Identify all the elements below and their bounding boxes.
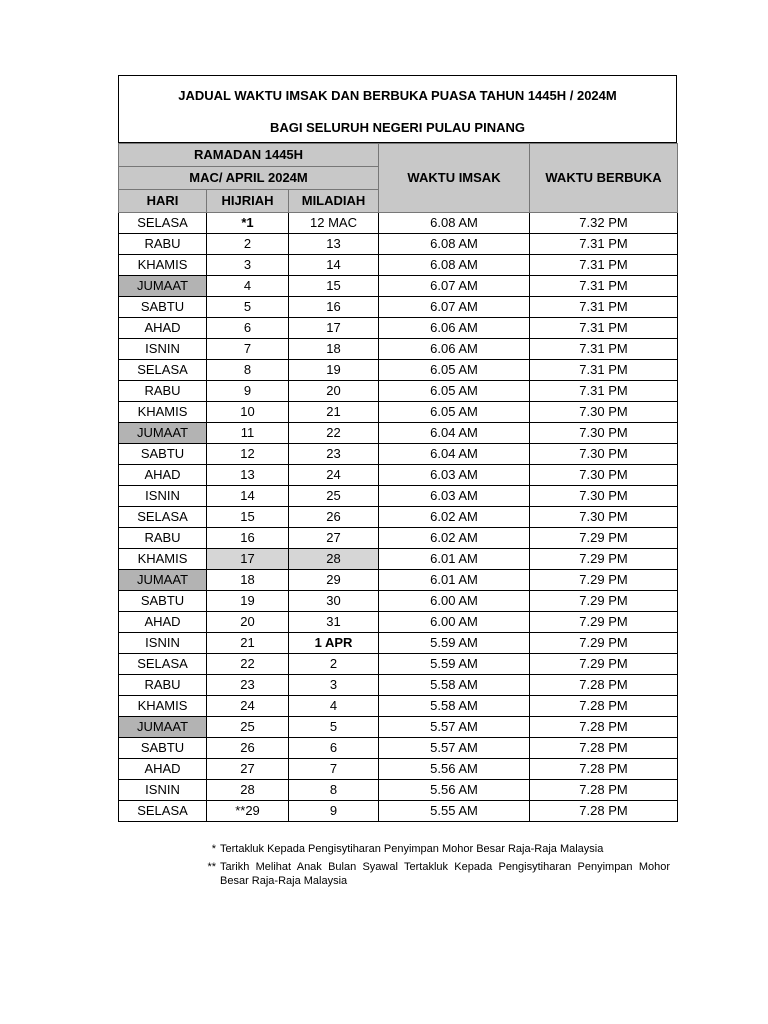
- table-row: [119, 402, 678, 423]
- cell-berbuka: 7.31 PM: [530, 234, 678, 255]
- title-main: JADUAL WAKTU IMSAK DAN BERBUKA PUASA TAHUN 1445H / 2024M: [178, 88, 617, 103]
- cell-hari: AHAD: [119, 318, 207, 339]
- cell-miladiah: 28: [289, 549, 379, 570]
- header-miladiah: MILADIAH: [289, 190, 379, 213]
- cell-hijriah: 3: [207, 255, 289, 276]
- cell-berbuka: 7.29 PM: [530, 633, 678, 654]
- cell-imsak: 5.57 AM: [379, 738, 530, 759]
- cell-berbuka: 7.29 PM: [530, 591, 678, 612]
- cell-hijriah: 19: [207, 591, 289, 612]
- cell-berbuka: 7.30 PM: [530, 402, 678, 423]
- cell-hari: ISNIN: [119, 633, 207, 654]
- cell-hari: SABTU: [119, 444, 207, 465]
- table-row: [119, 759, 678, 780]
- cell-imsak: 6.02 AM: [379, 507, 530, 528]
- cell-hari: SELASA: [119, 654, 207, 675]
- cell-berbuka: 7.28 PM: [530, 780, 678, 801]
- cell-hari: SABTU: [119, 738, 207, 759]
- footnote-1: [200, 842, 670, 856]
- cell-hijriah: 16: [207, 528, 289, 549]
- cell-berbuka: 7.31 PM: [530, 255, 678, 276]
- cell-hijriah: 21: [207, 633, 289, 654]
- cell-berbuka: 7.28 PM: [530, 801, 678, 822]
- cell-imsak: 5.58 AM: [379, 696, 530, 717]
- cell-hari: ISNIN: [119, 339, 207, 360]
- cell-hijriah: 14: [207, 486, 289, 507]
- cell-hijriah: 7: [207, 339, 289, 360]
- cell-hijriah: 27: [207, 759, 289, 780]
- cell-imsak: 6.07 AM: [379, 276, 530, 297]
- table-row: [119, 696, 678, 717]
- cell-miladiah: 3: [289, 675, 379, 696]
- cell-hari: KHAMIS: [119, 549, 207, 570]
- cell-miladiah: 8: [289, 780, 379, 801]
- cell-imsak: 6.08 AM: [379, 234, 530, 255]
- header-month: MAC/ APRIL 2024M: [119, 167, 379, 190]
- cell-berbuka: 7.28 PM: [530, 759, 678, 780]
- cell-imsak: 6.07 AM: [379, 297, 530, 318]
- table-row: [119, 717, 678, 738]
- cell-imsak: 5.55 AM: [379, 801, 530, 822]
- cell-hari: SELASA: [119, 360, 207, 381]
- cell-hijriah: 15: [207, 507, 289, 528]
- cell-miladiah: 2: [289, 654, 379, 675]
- table-row: [119, 213, 678, 234]
- cell-berbuka: 7.29 PM: [530, 528, 678, 549]
- table-row: [119, 423, 678, 444]
- cell-hari: AHAD: [119, 759, 207, 780]
- cell-hijriah: 5: [207, 297, 289, 318]
- cell-berbuka: 7.28 PM: [530, 717, 678, 738]
- cell-miladiah: 26: [289, 507, 379, 528]
- cell-imsak: 6.08 AM: [379, 213, 530, 234]
- cell-berbuka: 7.30 PM: [530, 465, 678, 486]
- cell-miladiah: 22: [289, 423, 379, 444]
- cell-imsak: 6.01 AM: [379, 549, 530, 570]
- cell-miladiah: 4: [289, 696, 379, 717]
- cell-berbuka: 7.31 PM: [530, 297, 678, 318]
- table-row: [119, 465, 678, 486]
- cell-hari: ISNIN: [119, 486, 207, 507]
- cell-imsak: 6.03 AM: [379, 486, 530, 507]
- footnote-marker: *: [211, 843, 216, 855]
- cell-imsak: 6.03 AM: [379, 465, 530, 486]
- cell-imsak: 6.04 AM: [379, 423, 530, 444]
- cell-berbuka: 7.31 PM: [530, 318, 678, 339]
- cell-hari: KHAMIS: [119, 402, 207, 423]
- table-row: [119, 738, 678, 759]
- cell-hijriah: 9: [207, 381, 289, 402]
- table-row: [119, 612, 678, 633]
- table-row: [119, 591, 678, 612]
- cell-imsak: 6.08 AM: [379, 255, 530, 276]
- footnote-marker: **: [207, 861, 216, 873]
- cell-imsak: 5.57 AM: [379, 717, 530, 738]
- cell-miladiah: 5: [289, 717, 379, 738]
- cell-hijriah: *1: [207, 213, 289, 234]
- cell-imsak: 6.05 AM: [379, 402, 530, 423]
- cell-miladiah: 14: [289, 255, 379, 276]
- cell-miladiah: 24: [289, 465, 379, 486]
- cell-imsak: 5.59 AM: [379, 633, 530, 654]
- cell-hijriah: 25: [207, 717, 289, 738]
- cell-berbuka: 7.28 PM: [530, 675, 678, 696]
- cell-imsak: 6.00 AM: [379, 612, 530, 633]
- cell-hijriah: 17: [207, 549, 289, 570]
- cell-imsak: 5.58 AM: [379, 675, 530, 696]
- table-row: [119, 360, 678, 381]
- cell-berbuka: 7.31 PM: [530, 339, 678, 360]
- cell-hari: AHAD: [119, 612, 207, 633]
- cell-miladiah: 1 APR: [289, 633, 379, 654]
- cell-hijriah: 12: [207, 444, 289, 465]
- cell-berbuka: 7.29 PM: [530, 570, 678, 591]
- cell-hari: JUMAAT: [119, 570, 207, 591]
- title-subtitle: BAGI SELURUH NEGERI PULAU PINANG: [270, 120, 525, 135]
- cell-berbuka: 7.29 PM: [530, 612, 678, 633]
- cell-imsak: 6.00 AM: [379, 591, 530, 612]
- cell-hari: JUMAAT: [119, 423, 207, 444]
- cell-berbuka: 7.32 PM: [530, 213, 678, 234]
- header-waktu-imsak: WAKTU IMSAK: [379, 144, 530, 213]
- table-row: [119, 318, 678, 339]
- cell-imsak: 6.05 AM: [379, 360, 530, 381]
- table-row: [119, 486, 678, 507]
- cell-hijriah: 22: [207, 654, 289, 675]
- cell-berbuka: 7.30 PM: [530, 444, 678, 465]
- header-waktu-berbuka: WAKTU BERBUKA: [530, 144, 678, 213]
- table-row: [119, 801, 678, 822]
- cell-hijriah: 8: [207, 360, 289, 381]
- header-ramadan: RAMADAN 1445H: [119, 144, 379, 167]
- cell-hijriah: 24: [207, 696, 289, 717]
- cell-hijriah: 26: [207, 738, 289, 759]
- footnote-2: [200, 860, 670, 888]
- cell-hari: SELASA: [119, 213, 207, 234]
- cell-hijriah: 13: [207, 465, 289, 486]
- cell-hari: JUMAAT: [119, 717, 207, 738]
- cell-imsak: 6.06 AM: [379, 318, 530, 339]
- cell-berbuka: 7.28 PM: [530, 696, 678, 717]
- cell-miladiah: 19: [289, 360, 379, 381]
- cell-miladiah: 30: [289, 591, 379, 612]
- table-row: [119, 339, 678, 360]
- schedule-body: [119, 213, 678, 822]
- table-row: [119, 675, 678, 696]
- cell-miladiah: 6: [289, 738, 379, 759]
- cell-berbuka: 7.31 PM: [530, 360, 678, 381]
- cell-berbuka: 7.30 PM: [530, 486, 678, 507]
- cell-miladiah: 13: [289, 234, 379, 255]
- cell-miladiah: 31: [289, 612, 379, 633]
- footnote-text: Tertakluk Kepada Pengisytiharan Penyimpan Mohor Besar Raja-Raja Malaysia: [220, 843, 604, 855]
- cell-hari: RABU: [119, 381, 207, 402]
- table-row: [119, 549, 678, 570]
- cell-hijriah: **29: [207, 801, 289, 822]
- cell-imsak: 5.56 AM: [379, 780, 530, 801]
- cell-imsak: 6.05 AM: [379, 381, 530, 402]
- table-row: [119, 234, 678, 255]
- cell-miladiah: 7: [289, 759, 379, 780]
- cell-berbuka: 7.28 PM: [530, 738, 678, 759]
- cell-hijriah: 4: [207, 276, 289, 297]
- cell-hari: AHAD: [119, 465, 207, 486]
- cell-berbuka: 7.30 PM: [530, 423, 678, 444]
- cell-hijriah: 18: [207, 570, 289, 591]
- cell-miladiah: 12 MAC: [289, 213, 379, 234]
- cell-berbuka: 7.29 PM: [530, 654, 678, 675]
- cell-imsak: 6.02 AM: [379, 528, 530, 549]
- cell-hijriah: 23: [207, 675, 289, 696]
- cell-hijriah: 6: [207, 318, 289, 339]
- cell-imsak: 5.56 AM: [379, 759, 530, 780]
- cell-hari: ISNIN: [119, 780, 207, 801]
- cell-imsak: 5.59 AM: [379, 654, 530, 675]
- table-row: [119, 654, 678, 675]
- cell-hijriah: 2: [207, 234, 289, 255]
- cell-imsak: 6.06 AM: [379, 339, 530, 360]
- cell-hari: SABTU: [119, 591, 207, 612]
- cell-miladiah: 20: [289, 381, 379, 402]
- header-hijriah: HIJRIAH: [207, 190, 289, 213]
- cell-hari: KHAMIS: [119, 255, 207, 276]
- cell-miladiah: 27: [289, 528, 379, 549]
- cell-hari: RABU: [119, 528, 207, 549]
- cell-hijriah: 10: [207, 402, 289, 423]
- table-row: [119, 570, 678, 591]
- schedule-table: [118, 143, 678, 822]
- table-row: [119, 780, 678, 801]
- cell-miladiah: 16: [289, 297, 379, 318]
- cell-hari: RABU: [119, 234, 207, 255]
- table-row: [119, 444, 678, 465]
- table-row: [119, 297, 678, 318]
- cell-hari: SELASA: [119, 801, 207, 822]
- cell-hari: KHAMIS: [119, 696, 207, 717]
- footnotes: [200, 842, 670, 892]
- cell-miladiah: 21: [289, 402, 379, 423]
- table-row: [119, 507, 678, 528]
- cell-berbuka: 7.31 PM: [530, 381, 678, 402]
- cell-imsak: 6.04 AM: [379, 444, 530, 465]
- table-row: [119, 381, 678, 402]
- cell-hari: RABU: [119, 675, 207, 696]
- cell-hari: SELASA: [119, 507, 207, 528]
- cell-miladiah: 18: [289, 339, 379, 360]
- cell-miladiah: 25: [289, 486, 379, 507]
- cell-imsak: 6.01 AM: [379, 570, 530, 591]
- cell-berbuka: 7.31 PM: [530, 276, 678, 297]
- cell-hijriah: 11: [207, 423, 289, 444]
- table-row: [119, 276, 678, 297]
- cell-miladiah: 29: [289, 570, 379, 591]
- cell-hijriah: 20: [207, 612, 289, 633]
- cell-berbuka: 7.30 PM: [530, 507, 678, 528]
- table-row: [119, 633, 678, 654]
- cell-hari: SABTU: [119, 297, 207, 318]
- table-row: [119, 255, 678, 276]
- cell-hijriah: 28: [207, 780, 289, 801]
- title-block: [118, 75, 677, 143]
- cell-hari: JUMAAT: [119, 276, 207, 297]
- table-row: [119, 528, 678, 549]
- footnote-text: Tarikh Melihat Anak Bulan Syawal Tertakluk Kepada Pengisytiharan Penyimpan Mohor Besar Raja-Raja Malaysia: [220, 861, 670, 887]
- cell-miladiah: 17: [289, 318, 379, 339]
- cell-miladiah: 15: [289, 276, 379, 297]
- cell-berbuka: 7.29 PM: [530, 549, 678, 570]
- timetable-sheet: [118, 75, 677, 822]
- cell-miladiah: 9: [289, 801, 379, 822]
- header-hari: HARI: [119, 190, 207, 213]
- cell-miladiah: 23: [289, 444, 379, 465]
